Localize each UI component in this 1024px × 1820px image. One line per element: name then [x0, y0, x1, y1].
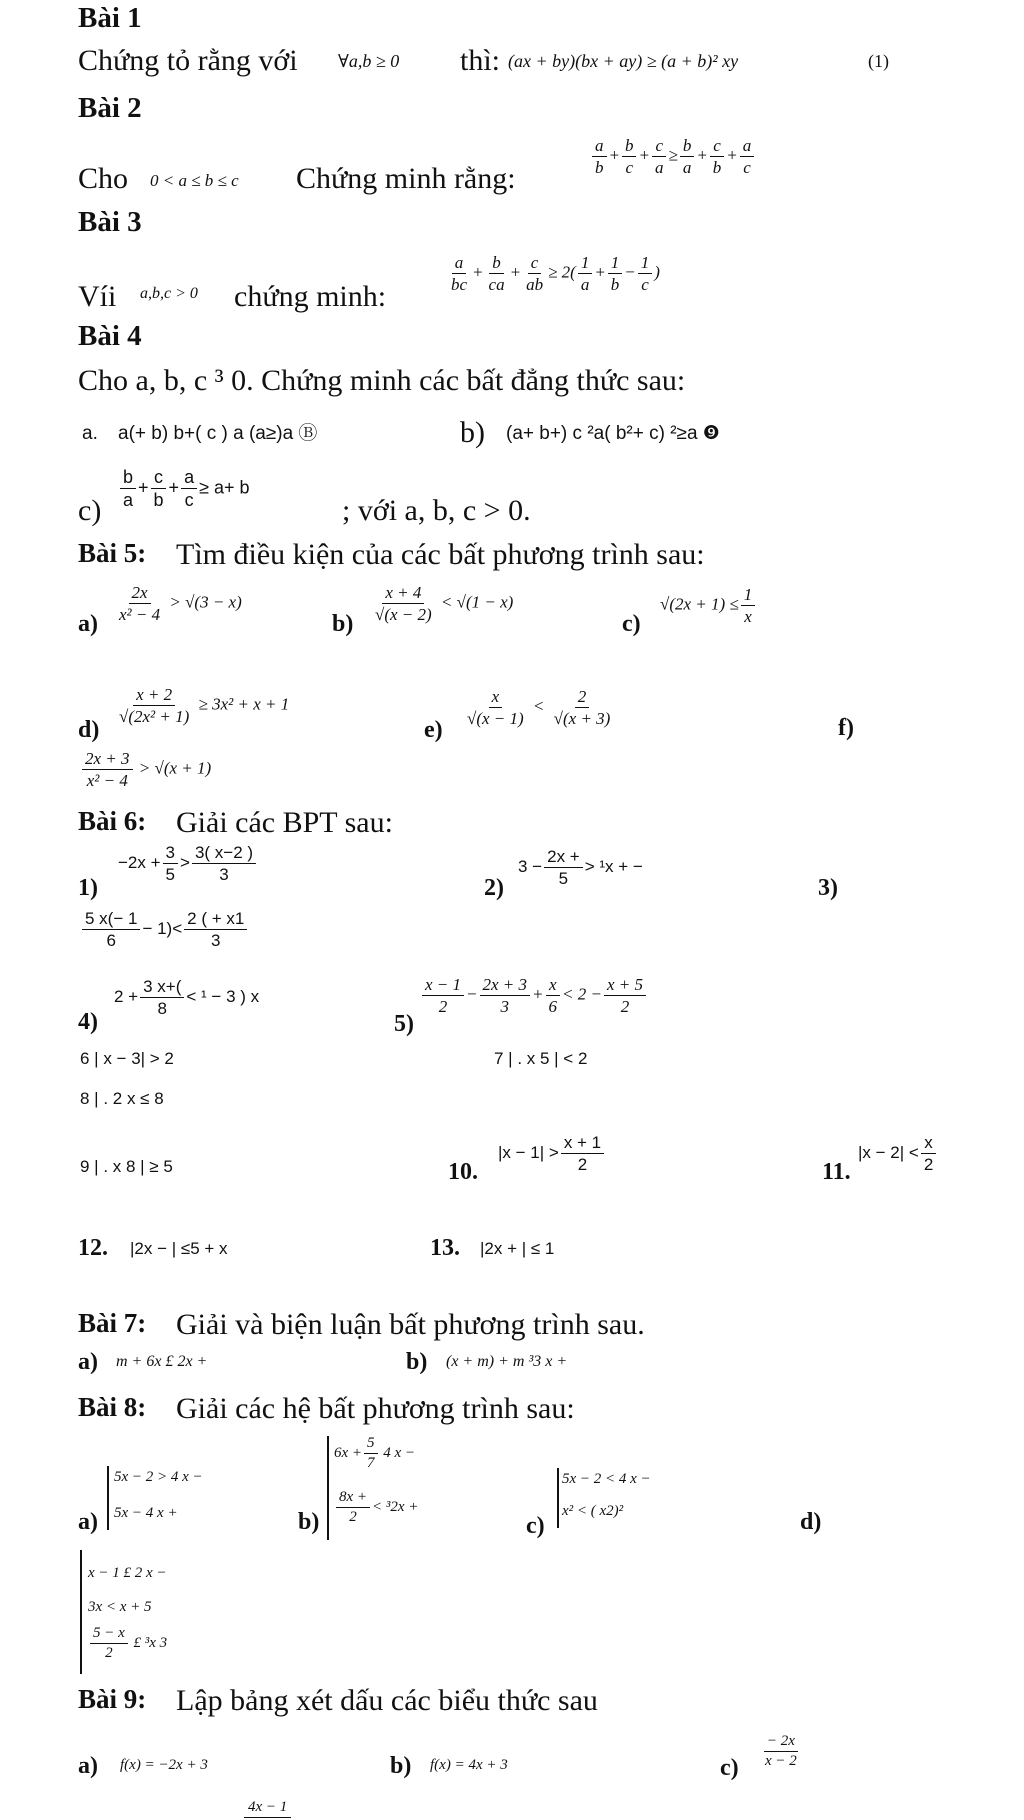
- bai-4-b-expr: (a+ b+) c ²a( b²+ c) ²≥a ❾: [506, 423, 720, 444]
- bai-6-1-label: 1): [78, 875, 98, 901]
- bai-8-text: Giải các hệ bất phương trình sau:: [176, 1392, 575, 1425]
- bai-4-b-label: b): [460, 416, 485, 449]
- bai-6-6-expr: 6 | x − 3| > 2: [80, 1049, 174, 1068]
- bai-5-c-label: c): [622, 611, 641, 637]
- bai-8-c-line-1: 5x − 2 < 4 x −: [562, 1471, 651, 1487]
- bai-8-d-line-1: x − 1 £ 2 x −: [88, 1565, 167, 1581]
- bai-3-condition: a,b,c > 0: [140, 285, 198, 302]
- bai-6-8-expr: 8 | . 2 x ≤ 8: [80, 1089, 164, 1108]
- bai-2-prove: Chứng minh rằng:: [296, 162, 516, 195]
- section-title-bai-8: Bài 8:: [78, 1392, 147, 1422]
- bai-6-12-expr: |2x − | ≤5 + x: [130, 1239, 228, 1258]
- bai-9-a-expr: f(x) = −2x + 3: [120, 1757, 208, 1773]
- bai-6-13-label: 13.: [430, 1235, 460, 1261]
- bai-4-a-label: a.: [82, 423, 98, 444]
- bai-6-9-expr: 9 | . x 8 | ≥ 5: [80, 1157, 173, 1176]
- bai-8-d-line-2: 3x < x + 5: [88, 1599, 152, 1615]
- bai-6-5-label: 5): [394, 1011, 414, 1037]
- bai-8-d-brace: [80, 1550, 82, 1674]
- section-title-bai-2: Bài 2: [78, 92, 142, 124]
- bai-5-f-expr: $\frac{2x + 3}{\text{x² − 4}}$ > √(x + 1): [80, 750, 211, 789]
- bai-5-d-label: d): [78, 717, 100, 743]
- bai-8-d-label: d): [800, 1509, 822, 1535]
- bai-6-1-expr: −2x + $\frac{3}{5}$ > $\frac{3( x-2 )}{3}$: [118, 844, 258, 883]
- bai-8-b-label: b): [298, 1509, 320, 1535]
- bai-8-b-line-1: 6x + $\frac{5}{7}$ 4 x −: [334, 1435, 416, 1471]
- bai-7-a-expr: m + 6x £ 2x +: [116, 1353, 208, 1370]
- bai-8-d-line-3: $\frac{5 - x}{2}$ £ ³x 3: [88, 1626, 167, 1661]
- bai-9-c-label: c): [720, 1755, 739, 1781]
- bai-8-b-line-2: $\frac{8x +}{2}$ < ³2x +: [334, 1490, 418, 1525]
- bai-6-4-expr: 2 + $\frac{3 x+(}{8}$ < ¹ − 3 ) x: [114, 977, 260, 1018]
- bai-5-d-expr: $\frac{x + 2}{\text{√(2x² + 1)}}$ ≥ 3x² + x + 1: [119, 685, 290, 726]
- bai-6-10-expr: |x − 1| > $\frac{x + 1}{2}$: [498, 1134, 606, 1173]
- bai-6-10-label: 10.: [448, 1159, 478, 1185]
- bai-5-e-expr: $\frac{x}{√(x - 1)}$ < $\frac{2}{√(x + 3)}$: [467, 687, 611, 728]
- bai-3-with: Víi: [78, 280, 117, 313]
- bai-6-7-expr: 7 | . x 5 | < 2: [494, 1049, 588, 1068]
- bai-9-c-expr: $\frac{- 2x}{x - 2}$: [765, 1733, 797, 1769]
- bai-2-condition: 0 < a ≤ b ≤ c: [150, 171, 239, 190]
- bai-8-c-line-2: x² < ( x2)²: [562, 1503, 624, 1519]
- bai-8-c-label: c): [526, 1513, 545, 1539]
- section-title-bai-5: Bài 5:: [78, 538, 147, 568]
- bai-5-f-label: f): [838, 715, 854, 741]
- bai-5-a-expr: $\frac{2x}{\text{x² − 4}}$ > √(3 − x): [119, 583, 242, 624]
- bai-5-a-label: a): [78, 611, 98, 637]
- bai-9-b-label: b): [390, 1753, 412, 1779]
- bai-6-4-label: 4): [78, 1009, 98, 1035]
- bai-1-inequality: (ax + by)(bx + ay) ≥ (a + b)² xy: [508, 51, 739, 71]
- bai-4-a-expr: a(+ b) b+( c ) a (a≥)a Ⓑ: [118, 423, 318, 444]
- bai-2-cho: Cho: [78, 162, 129, 195]
- bai-9-text: Lập bảng xét dấu các biểu thức sau: [176, 1684, 598, 1717]
- bai-7-b-label: b): [406, 1349, 428, 1375]
- bai-5-e-label: e): [424, 717, 443, 743]
- bai-2-inequality: $\frac{a}{b}$ + $\frac{b}{c}$ + $\frac{c}{a}$ ≥ $\frac{b}{a}$ + $\frac{c}{b}$ + $\frac{a}{c}$: [590, 137, 756, 176]
- bai-4-intro: Cho a, b, c ³ 0. Chứng minh các bất đẳng thức sau:: [78, 364, 686, 397]
- bai-8-a-line-2: 5x − 4 x +: [114, 1505, 178, 1521]
- bai-5-b-expr: $\frac{x + 4}{√(x - 2)}$ < √(1 − x): [375, 583, 514, 624]
- bai-1-then: thì:: [460, 44, 501, 77]
- bai-9-b-expr: f(x) = 4x + 3: [430, 1757, 508, 1773]
- bai-6-2-expr: 3 − $\frac{2x +}{5}$ > ¹x + −: [518, 847, 643, 888]
- bai-6-13-expr: |2x + | ≤ 1: [480, 1239, 555, 1258]
- section-title-bai-4: Bài 4: [78, 320, 142, 352]
- bai-1-tag: (1): [868, 51, 889, 71]
- section-title-bai-6: Bài 6:: [78, 806, 147, 836]
- bai-8-a-line-1: 5x − 2 > 4 x −: [114, 1469, 203, 1485]
- section-title-bai-9: Bài 9:: [78, 1684, 147, 1714]
- bai-8-a-label: a): [78, 1509, 98, 1535]
- section-title-bai-7: Bài 7:: [78, 1308, 147, 1338]
- bai-7-b-expr: (x + m) + m ³3 x +: [446, 1353, 568, 1370]
- bai-6-5-expr: $\frac{x - 1}{2}$ − $\frac{2x + 3}{3}$ + $\frac{x}{6}$ < 2 − $\frac{x + 5}{2}$: [420, 976, 648, 1015]
- bai-8-b-brace: [327, 1436, 329, 1540]
- bai-4-c-label: c): [78, 494, 102, 527]
- bai-6-2-label: 2): [484, 875, 504, 901]
- bai-4-c-expr: $\frac{b}{a}$ + $\frac{c}{b}$ + $\frac{a}{c}$ ≥ a+ b: [118, 468, 250, 509]
- section-title-bai-1: Bài 1: [78, 2, 142, 34]
- bai-8-c-brace: [557, 1468, 559, 1528]
- bai-3-prove: chứng minh:: [234, 280, 387, 313]
- bai-5-text: Tìm điều kiện của các bất phương trình sau:: [176, 538, 705, 571]
- bai-6-3-expr: $\frac{5 x(- 1}{6}$ − 1)< $\frac{2 ( + x1}{3}$: [80, 910, 249, 949]
- bai-6-3-label: 3): [818, 875, 838, 901]
- bai-6-12-label: 12.: [78, 1235, 108, 1261]
- bai-7-a-label: a): [78, 1349, 98, 1375]
- bai-1-condition: ∀a,b ≥ 0: [338, 51, 400, 71]
- bai-5-c-expr: √(2x + 1) ≤ $\frac{1}{x}$: [660, 586, 757, 625]
- bai-8-a-brace: [107, 1466, 109, 1530]
- bai-9-d-numerator: 4x − 1: [244, 1800, 291, 1818]
- bai-6-text: Giải các BPT sau:: [176, 806, 393, 839]
- bai-9-a-label: a): [78, 1753, 98, 1779]
- bai-1-text: Chứng tỏ rằng với: [78, 44, 298, 77]
- bai-5-b-label: b): [332, 611, 354, 637]
- bai-3-inequality: $\frac{a}{bc}$ + $\frac{b}{ca}$ + $\frac{c}{ab}$ ≥ 2( $\frac{1}{a}$ + $\frac{1}{b}$ − $\frac{1}{c}$ ): [451, 253, 660, 294]
- bai-6-11-expr: |x − 2| < $\frac{x}{2}$: [858, 1134, 938, 1173]
- bai-4-c-condition: ; với a, b, c > 0.: [342, 494, 531, 527]
- section-title-bai-3: Bài 3: [78, 206, 142, 238]
- bai-6-11-label: 11.: [822, 1159, 851, 1185]
- bai-7-text: Giải và biện luận bất phương trình sau.: [176, 1308, 645, 1341]
